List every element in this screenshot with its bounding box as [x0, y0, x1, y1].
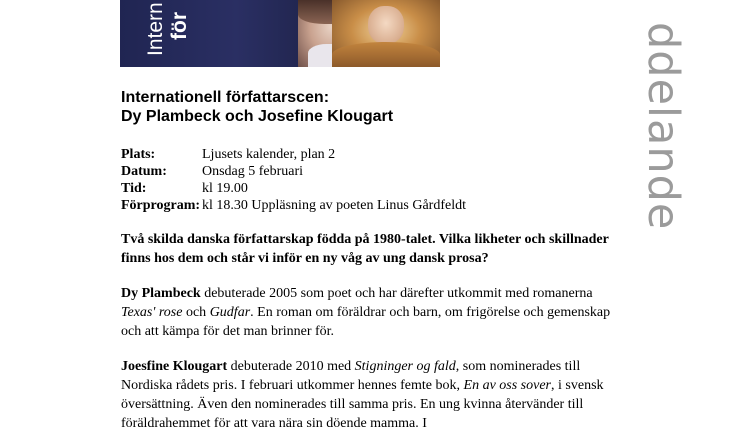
paragraph-text: och — [182, 305, 210, 320]
detail-value: Onsdag 5 februari — [202, 164, 304, 179]
detail-row-time — [121, 180, 621, 197]
book-title: Stigninger og fald — [354, 359, 456, 374]
paragraph-text: debuterade 2005 som poet och har därefter utkommit med romanerna — [200, 286, 593, 301]
event-title — [121, 88, 621, 126]
detail-row-preprogram — [121, 197, 621, 214]
detail-value: Ljusets kalender, plan 2 — [202, 147, 336, 162]
paragraph-dy-plambeck — [121, 284, 621, 341]
vertical-sidebar-label — [634, 22, 704, 242]
paragraph-text: , som nominerades till Nordiska rådets pris. I februari utkommer hennes femte bok, — [121, 359, 581, 393]
book-title: Gudfar — [209, 305, 251, 320]
paragraph-text: . En roman om föräldrar och barn, om frigörelse och gemenskap och att kämpa för det man brinner för. — [121, 305, 611, 339]
event-title-line2: Dy Plambeck och Josefine Klougart — [121, 108, 394, 125]
portrait-fur-collar — [332, 42, 440, 67]
portrait-face — [368, 6, 404, 44]
author-portrait-right — [332, 0, 440, 67]
event-details — [121, 146, 621, 214]
book-title: En av oss sover — [463, 378, 552, 393]
header-banner-image — [120, 0, 440, 67]
vertical-sidebar-text: ddelande — [638, 22, 688, 231]
paragraph-josefine-klougart — [121, 357, 621, 433]
paragraph-text: debuterade 2010 med — [227, 359, 355, 374]
author-name: Dy Plambeck — [121, 286, 201, 301]
book-title: Texas' rose — [121, 305, 183, 320]
lead-paragraph: Två skilda danska författarskap födda på 1980-talet. Vilka likheter och skillnader finns hos dem och står vi inför en ny våg av ung dansk prosa? — [121, 232, 609, 266]
detail-label: Datum: — [121, 164, 167, 179]
detail-row-place — [121, 146, 621, 163]
detail-row-date — [121, 163, 621, 180]
detail-value: kl 19.00 — [202, 181, 248, 196]
detail-label: Plats: — [121, 147, 156, 162]
detail-label: Tid: — [121, 181, 147, 196]
document-body — [121, 88, 621, 447]
detail-label: Förprogram: — [121, 198, 201, 213]
event-title-line1: Internationell författarscen: — [121, 89, 330, 106]
banner-text-line1: Intern — [144, 2, 167, 56]
banner-text-line2: för — [168, 12, 191, 40]
detail-value: kl 18.30 Uppläsning av poeten Linus Gårdfeldt — [202, 198, 467, 213]
author-name: Joesfine Klougart — [121, 359, 228, 374]
paragraph-text: , i svensk översättning. Även den nominerades till samma pris. En ung kvinna återvänder till föräldrahemmet för att vara nära sin döende mamma. I — [121, 378, 604, 431]
